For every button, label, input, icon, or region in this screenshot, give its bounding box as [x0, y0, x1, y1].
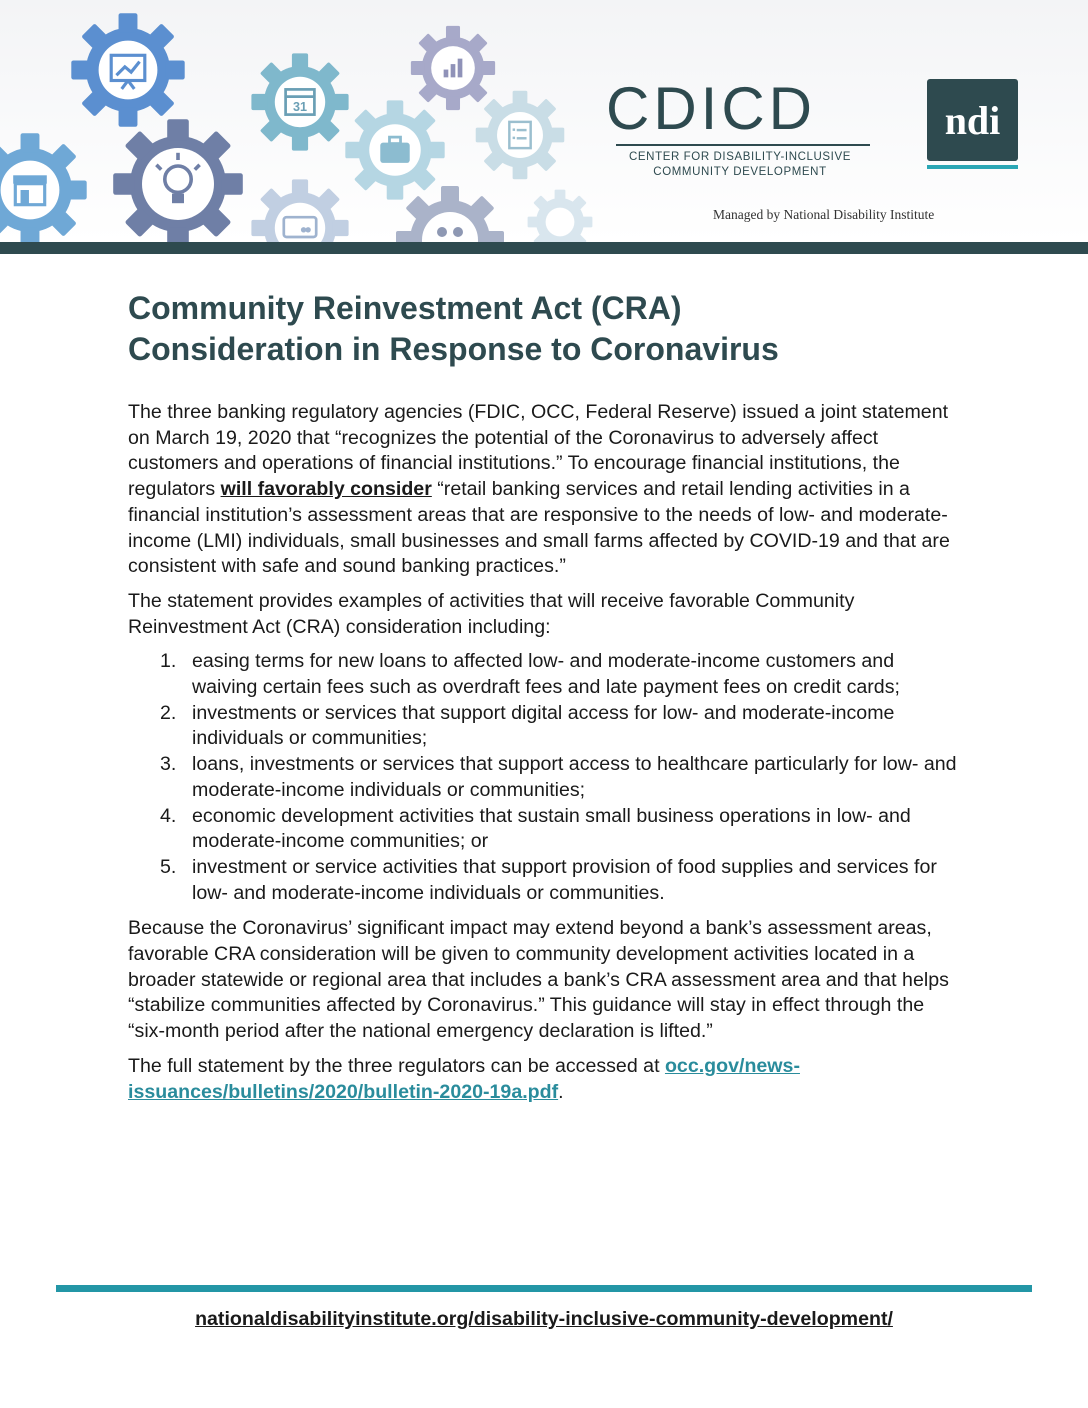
- header-divider-bar: [0, 242, 1088, 254]
- activities-list: [128, 649, 960, 906]
- list-item-number: 2.: [160, 701, 177, 724]
- ndi-logo-text: ndi: [944, 98, 1001, 143]
- page-title-line2: Consideration in Response to Coronavirus: [128, 331, 779, 367]
- paragraph-examples: The statement provides examples of activities that will receive favorable Community Reinvestment Act (CRA) consideration including:: [128, 589, 855, 638]
- calendar-icon: [251, 53, 348, 150]
- list-item-text: loans, investments or services that support access to healthcare particularly for low- and moderate-income individuals or communities;: [192, 753, 957, 801]
- lightbulb-icon: [113, 119, 243, 242]
- list-item: [128, 804, 960, 855]
- list-item-number: 5.: [160, 855, 177, 878]
- footer-divider-bar: [56, 1285, 1032, 1292]
- paragraph-full-statement: [128, 1054, 960, 1105]
- document-body: [128, 400, 960, 1114]
- cdicd-logo-subtitle-line1: CENTER FOR DISABILITY-INCLUSIVE: [628, 151, 852, 163]
- list-item-text: investments or services that support digital access for low- and moderate-income individuals or communities;: [192, 701, 895, 750]
- emphasis-favorably-consider: will favorably consider: [220, 478, 432, 501]
- ndi-logo-underline: [927, 165, 1018, 169]
- page-title: [128, 288, 988, 370]
- paragraph-intro-text-2: “retail banking services and retail lending activities in a financial institution’s assessment areas that are responsive to the needs of low- and moderate-income (LMI) individuals, small businesses and small farms affected by COVID-19 and that are consistent with safe and sound banking practices.”: [128, 478, 950, 578]
- briefcase-icon: [345, 100, 444, 199]
- checklist-icon: [476, 91, 565, 180]
- list-item-number: 4.: [160, 804, 177, 827]
- credit-card-icon: [251, 179, 348, 242]
- gears-illustration: [0, 0, 600, 242]
- footer-website-link[interactable]: nationaldisabilityinstitute.org/disability-inclusive-community-development/: [195, 1308, 893, 1330]
- chart-icon: [71, 13, 184, 126]
- cdicd-logo-subtitle-line2: COMMUNITY DEVELOPMENT: [653, 166, 827, 178]
- list-item: [128, 855, 960, 906]
- list-item: [128, 701, 960, 752]
- managed-by-text: Managed by National Disability Institute: [713, 207, 935, 222]
- list-item-text: investment or service activities that support provision of food supplies and services for low- and moderate-income individuals or communities.: [192, 855, 937, 904]
- paragraph-full-statement-period: .: [558, 1080, 564, 1103]
- paragraph-full-statement-text: The full statement by the three regulators can be accessed at: [128, 1054, 665, 1077]
- paragraph-intro: [128, 400, 960, 580]
- paragraph-intro-text-1: The three banking regulatory agencies (FDIC, OCC, Federal Reserve) issued a joint statement on March 19, 2020 that “recognizes the potential of the Coronavirus to adversely affect customers and operations of financial institutions.” To encourage financial institutions, the regulators: [128, 401, 949, 501]
- list-item: [128, 752, 960, 803]
- cdicd-logo: [606, 75, 874, 180]
- cdicd-logo-wordmark: CDICD: [606, 75, 816, 142]
- cdicd-logo-rule: [616, 144, 870, 146]
- occ-bulletin-link[interactable]: occ.gov/news-issuances/bulletins/2020/bulletin-2020-19a.pdf: [128, 1054, 800, 1103]
- list-item-text: easing terms for new loans to affected low- and moderate-income customers and waiving certain fees such as overdraft fees and late payment fees on credit cards;: [192, 650, 900, 699]
- bar-chart-icon: [411, 26, 495, 110]
- store-icon: [0, 133, 87, 242]
- page-title-line1: Community Reinvestment Act (CRA): [128, 290, 682, 326]
- people-icon: [396, 186, 504, 242]
- ndi-logo: [927, 79, 1018, 161]
- list-item-number: 1.: [160, 650, 177, 673]
- list-item-number: 3.: [160, 753, 177, 776]
- small-gear-icon: [528, 190, 593, 242]
- cdicd-logo-subtitle: [606, 150, 874, 180]
- paragraph-broader-area: Because the Coronavirus’ significant impact may extend beyond a bank’s assessment areas, favorable CRA consideration will be given to community development activities located in a broader statewide or regional area that includes a bank’s CRA assessment area and that helps “stabilize communities affected by Coronavirus.” This guidance will stay in effect through the “six-month period after the national emergency declaration is lifted.”: [128, 917, 949, 1043]
- calendar-day: 31: [292, 100, 308, 114]
- list-item-text: economic development activities that sustain small business operations in low- and moderate-income communities; or: [192, 804, 911, 853]
- header-banner: [0, 0, 1088, 242]
- list-item: [128, 649, 960, 700]
